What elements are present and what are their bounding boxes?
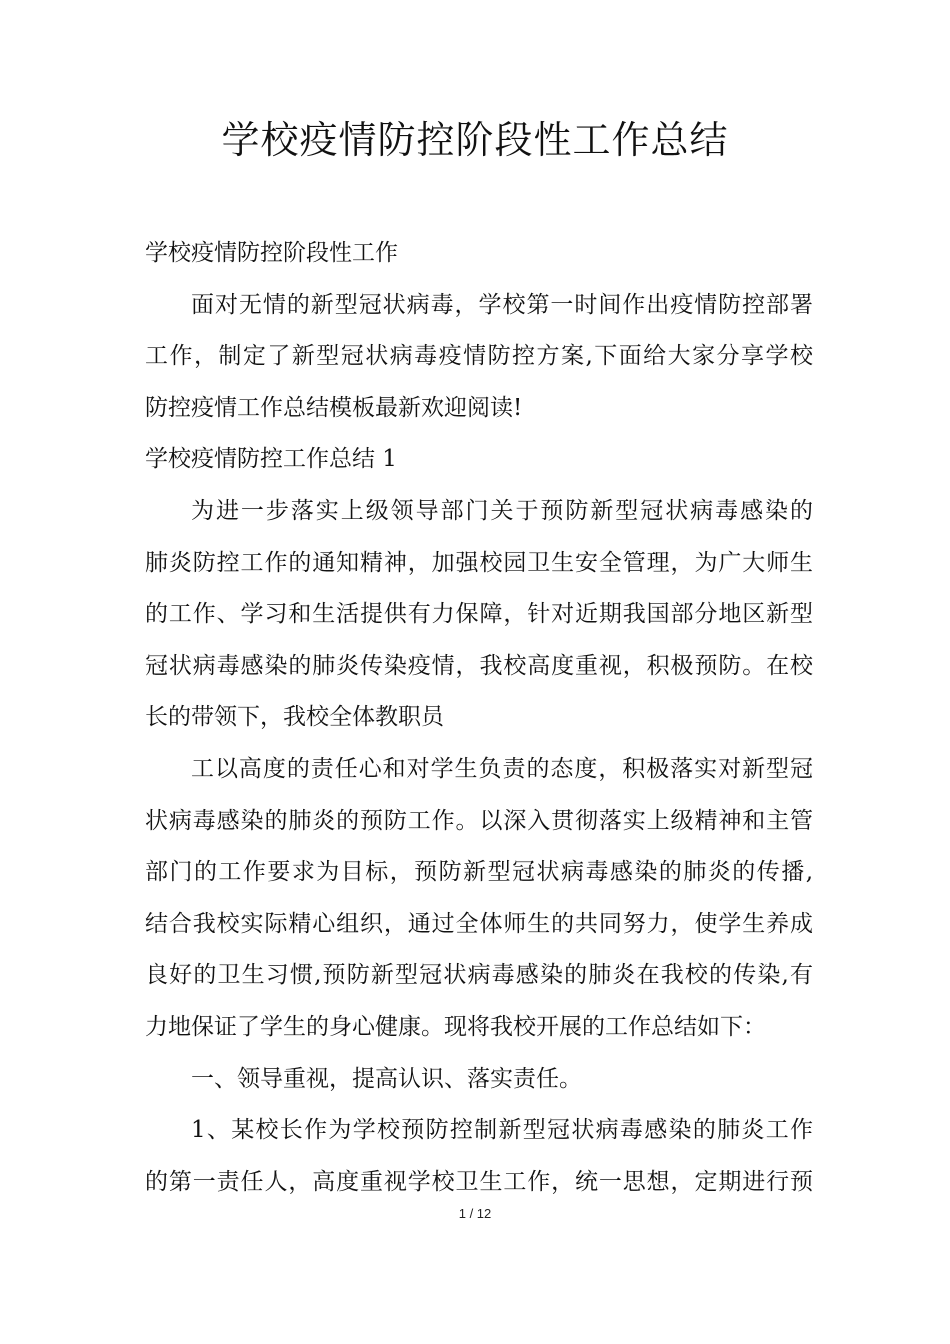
paragraph-line: 肺炎防控工作的通知精神，加强校园卫生安全管理，为广大师生 <box>145 549 813 576</box>
paragraph-line: 状病毒感染的肺炎的预防工作。以深入贯彻落实上级精神和主管 <box>145 807 813 834</box>
paragraph-line: 工作，制定了新型冠状病毒疫情防控方案,下面给大家分享学校 <box>145 343 813 370</box>
paragraph-line: 结合我校实际精心组织，通过全体师生的共同努力，使学生养成 <box>145 910 813 937</box>
document-title: 学校疫情防控阶段性工作总结 <box>221 118 729 162</box>
paragraph-line: 部门的工作要求为目标，预防新型冠状病毒感染的肺炎的传播, <box>145 859 813 886</box>
section-heading: 学校疫情防控阶段性工作 <box>145 240 398 266</box>
paragraph-line: 工以高度的责任心和对学生负责的态度，积极落实对新型冠 <box>191 755 813 782</box>
paragraph-line: 的工作、学习和生活提供有力保障，针对近期我国部分地区新型 <box>145 601 813 628</box>
paragraph-line: 面对无情的新型冠状病毒，学校第一时间作出疫情防控部署 <box>191 291 813 318</box>
paragraph-line: 冠状病毒感染的肺炎传染疫情，我校高度重视，积极预防。在校 <box>145 652 813 679</box>
list-heading: 一、领导重视，提高认识、落实责任。 <box>191 1065 582 1092</box>
paragraph-line: 为进一步落实上级领导部门关于预防新型冠状病毒感染的 <box>191 497 813 524</box>
paragraph-line: 力地保证了学生的身心健康。现将我校开展的工作总结如下： <box>145 1013 766 1040</box>
paragraph-line: 长的带领下，我校全体教职员 <box>145 704 444 731</box>
page-number: 1 / 12 <box>458 1206 492 1221</box>
paragraph-line: 的第一责任人，高度重视学校卫生工作，统一思想，定期进行预 <box>145 1168 813 1195</box>
section-heading: 学校疫情防控工作总结 1 <box>145 446 397 473</box>
paragraph-line: 1、某校长作为学校预防控制新型冠状病毒感染的肺炎工作 <box>191 1117 813 1144</box>
paragraph-line: 防控疫情工作总结模板最新欢迎阅读! <box>145 394 523 421</box>
paragraph-line: 良好的卫生习惯,预防新型冠状病毒感染的肺炎在我校的传染,有 <box>145 962 813 989</box>
document-body <box>145 228 813 1208</box>
